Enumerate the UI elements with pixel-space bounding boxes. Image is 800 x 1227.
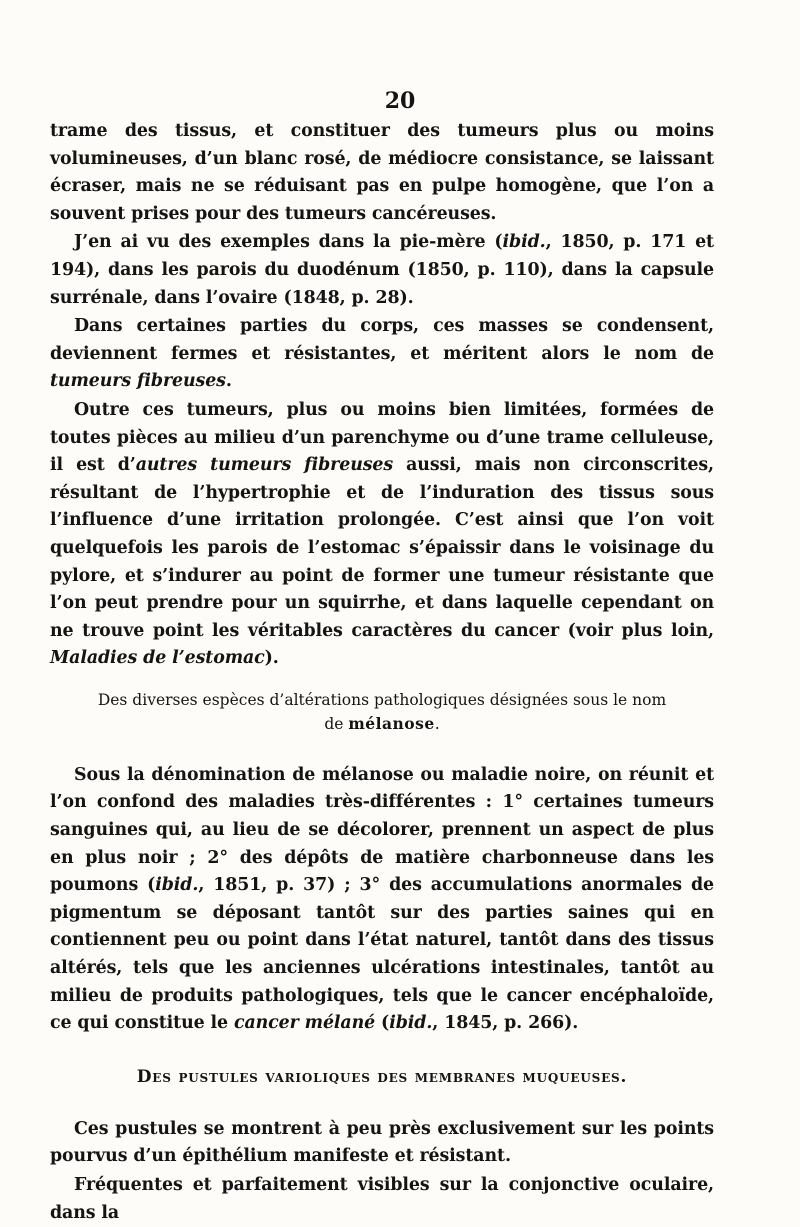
paragraph-autres-tumeurs: Outre ces tumeurs, plus ou moins bien limitées, formées de toutes pièces au milieu d’un parenchyme ou d’une trame celluleuse, il est d’autres tumeurs fibreuses aussi, mais non circonscrites, résultant de l’hypertrophie et de l’induration des tissus sous l’influence d’une irritation prolongée. C’est ainsi que l’on voit quelquefois les parois de l’estomac s’épaissir dans le voisinage du pylore, et s’indurer au point de former une tumeur résistante que l’on peut prendre pour un squirrhe, et dans laquelle cependant on ne trouve point les véritables caractères du cancer (voir plus loin, Maladies de l’estomac). <box>50 399 714 669</box>
paragraph-pustules-2: Fréquentes et parfaitement visibles sur la conjonctive oculaire, dans la <box>50 1175 714 1223</box>
page-number: 20 <box>384 88 416 114</box>
paragraph-pustules-1: Ces pustules se montrent à peu près exclusivement sur les points pourvus d’un épithélium manifeste et résistant. <box>50 1118 714 1167</box>
paragraph-continuation: trame des tissus, et constituer des tumeurs plus ou moins volumineuses, d’un blanc rosé, de médiocre consistance, se laissant écraser, mais ne se réduisant pas en pulpe homogène, que l’on a souvent prises pour des tumeurs cancéreuses. <box>50 121 714 224</box>
pustules-section-heading: Des pustules varioliques des membranes muqueuses. <box>136 1066 628 1087</box>
body-text <box>50 118 714 1227</box>
paragraph-tumeurs-fibreuses: Dans certaines parties du corps, ces masses se condensent, deviennent fermes et résistantes, et méritent alors le nom de tumeurs fibreuses. <box>50 316 714 392</box>
melanose-subheading: Des diverses espèces d’altérations pathologiques désignées sous le nom de mélanose. <box>97 690 667 733</box>
paragraph-examples: J’en ai vu des exemples dans la pie-mère (ibid., 1850, p. 171 et 194), dans les parois du duodénum (1850, p. 110), dans la capsule surrénale, dans l’ovaire (1848, p. 28). <box>50 232 714 308</box>
paragraph-melanose: Sous la dénomination de mélanose ou maladie noire, on réunit et l’on confond des maladies très-différentes : 1° certaines tumeurs sanguines qui, au lieu de se décolorer, prennent un aspect de plus en plus noir ; 2° des dépôts de matière charbonneuse dans les poumons (ibid., 1851, p. 37) ; 3° des accumulations anormales de pigmentum se déposant tantôt sur des parties saines qui en contiennent peu ou point dans l’état naturel, tantôt dans des tissus altérés, tels que les anciennes ulcérations intestinales, tantôt au milieu de produits pathologiques, tels que le cancer encéphaloïde, ce qui constitue le cancer mélané (ibid., 1845, p. 266). <box>50 764 714 1034</box>
